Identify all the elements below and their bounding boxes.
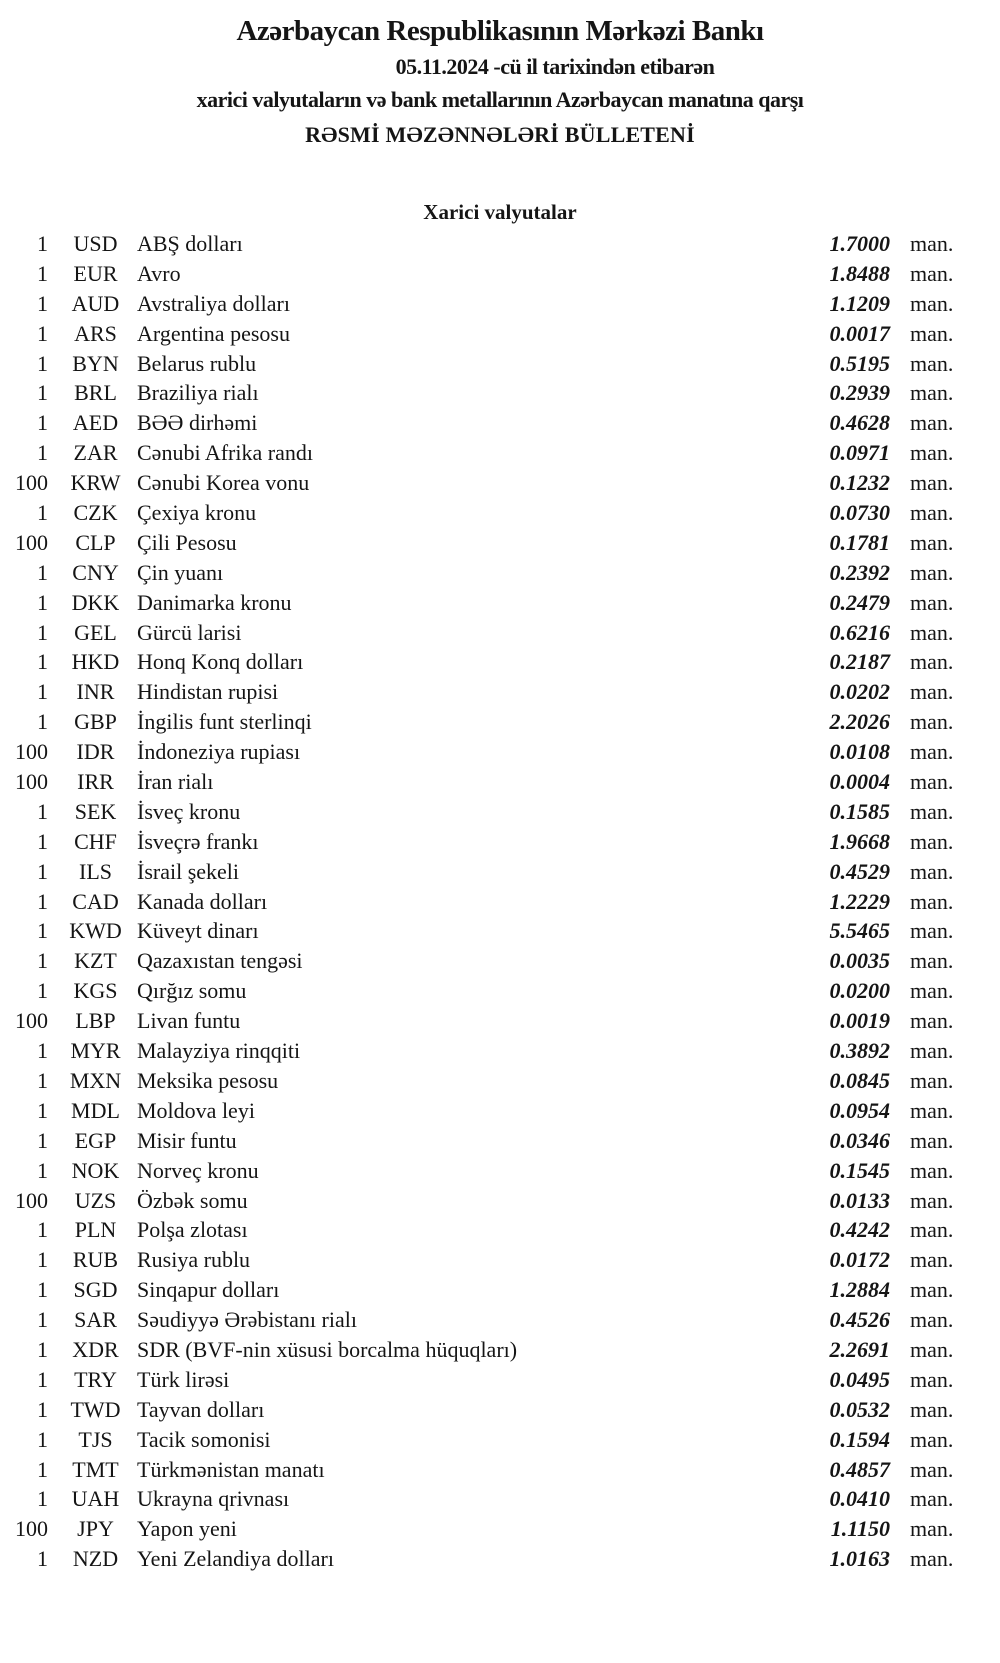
currency-rate: 0.0495 bbox=[829, 1366, 890, 1392]
currency-quantity: 1 bbox=[37, 888, 48, 914]
unit-label: man. bbox=[910, 1157, 954, 1183]
currency-code: UZS bbox=[74, 1187, 117, 1213]
currency-name: Çin yuanı bbox=[137, 559, 224, 585]
table-row bbox=[0, 1544, 1000, 1574]
unit-label: man. bbox=[910, 1307, 954, 1333]
currency-quantity: 1 bbox=[37, 1277, 48, 1303]
currency-rate: 1.8488 bbox=[829, 260, 890, 286]
unit-label: man. bbox=[910, 320, 954, 346]
currency-name: Danimarka kronu bbox=[137, 589, 292, 615]
currency-code: KGS bbox=[73, 978, 118, 1004]
currency-name: Küveyt dinarı bbox=[137, 918, 259, 944]
currency-rate: 0.4526 bbox=[829, 1307, 890, 1333]
unit-label: man. bbox=[910, 589, 954, 615]
table-row bbox=[0, 916, 1000, 946]
currency-quantity: 1 bbox=[37, 1336, 48, 1362]
currency-code: DKK bbox=[71, 589, 120, 615]
currency-quantity: 1 bbox=[37, 649, 48, 675]
effective-date-line: 05.11.2024 -cü il tarixindən etibarən bbox=[395, 54, 715, 79]
currency-quantity: 1 bbox=[37, 1157, 48, 1183]
currency-rate: 0.0410 bbox=[829, 1486, 890, 1512]
currency-name: Kanada dolları bbox=[137, 888, 268, 914]
unit-label: man. bbox=[910, 948, 954, 974]
currency-rate: 0.6216 bbox=[829, 619, 890, 645]
table-row bbox=[0, 1156, 1000, 1186]
currency-code: HKD bbox=[71, 649, 120, 675]
unit-label: man. bbox=[910, 1366, 954, 1392]
currency-quantity: 1 bbox=[37, 1426, 48, 1452]
unit-label: man. bbox=[910, 619, 954, 645]
table-row bbox=[0, 857, 1000, 887]
currency-rate: 0.0200 bbox=[829, 978, 890, 1004]
table-row bbox=[0, 1186, 1000, 1216]
currency-rate: 0.3892 bbox=[829, 1038, 890, 1064]
currency-code: BRL bbox=[74, 380, 117, 406]
currency-name: İngilis funt sterlinqi bbox=[137, 709, 312, 735]
currency-quantity: 100 bbox=[15, 1008, 48, 1034]
currency-code: TWD bbox=[70, 1396, 121, 1422]
currency-name: Yapon yeni bbox=[137, 1516, 237, 1542]
currency-code: TRY bbox=[74, 1366, 117, 1392]
currency-rate: 0.0845 bbox=[829, 1067, 890, 1093]
table-row bbox=[0, 1066, 1000, 1096]
currency-code: BYN bbox=[72, 350, 119, 376]
currency-code: CLP bbox=[75, 529, 116, 555]
currency-rate: 0.0202 bbox=[829, 679, 890, 705]
unit-label: man. bbox=[910, 1187, 954, 1213]
currency-code: CHF bbox=[74, 828, 117, 854]
unit-label: man. bbox=[910, 918, 954, 944]
currency-quantity: 1 bbox=[37, 1546, 48, 1572]
table-row bbox=[0, 558, 1000, 588]
currency-name: Çili Pesosu bbox=[137, 529, 237, 555]
unit-label: man. bbox=[910, 1426, 954, 1452]
currency-name: Türkmənistan manatı bbox=[137, 1456, 325, 1482]
currency-code: IRR bbox=[77, 769, 114, 795]
currency-rate: 0.1585 bbox=[829, 798, 890, 824]
unit-label: man. bbox=[910, 649, 954, 675]
table-row bbox=[0, 1036, 1000, 1066]
currency-quantity: 1 bbox=[37, 440, 48, 466]
currency-code: UAH bbox=[71, 1486, 120, 1512]
unit-label: man. bbox=[910, 1008, 954, 1034]
currency-name: İsrail şekeli bbox=[137, 858, 240, 884]
currency-name: Qırğız somu bbox=[137, 978, 247, 1004]
unit-label: man. bbox=[910, 769, 954, 795]
currency-rate: 0.0532 bbox=[829, 1396, 890, 1422]
currency-quantity: 100 bbox=[15, 769, 48, 795]
currency-code: CNY bbox=[72, 559, 119, 585]
unit-label: man. bbox=[910, 1546, 954, 1572]
currency-code: ZAR bbox=[73, 440, 118, 466]
currency-quantity: 1 bbox=[37, 1307, 48, 1333]
bank-name-title: Azərbaycan Respublikasının Mərkəzi Bankı bbox=[236, 15, 764, 47]
currency-quantity: 1 bbox=[37, 559, 48, 585]
currency-quantity: 1 bbox=[37, 828, 48, 854]
bulletin-title: RƏSMİ MƏZƏNNƏLƏRİ BÜLLETENİ bbox=[305, 122, 695, 147]
currency-name: İran rialı bbox=[137, 769, 214, 795]
currency-code: USD bbox=[73, 231, 118, 256]
currency-code: TMT bbox=[72, 1456, 119, 1482]
table-row bbox=[0, 319, 1000, 349]
table-row bbox=[0, 349, 1000, 379]
currency-name: Çexiya kronu bbox=[137, 500, 257, 526]
currency-code: PLN bbox=[74, 1217, 117, 1243]
currency-code: AUD bbox=[71, 290, 120, 316]
unit-label: man. bbox=[910, 1336, 954, 1362]
table-row bbox=[0, 1215, 1000, 1245]
unit-label: man. bbox=[910, 260, 954, 286]
table-row bbox=[0, 588, 1000, 618]
currency-rate: 0.4857 bbox=[829, 1456, 890, 1482]
table-row bbox=[0, 677, 1000, 707]
unit-label: man. bbox=[910, 529, 954, 555]
currency-code: GBP bbox=[74, 709, 117, 735]
unit-label: man. bbox=[910, 1097, 954, 1123]
currency-code: XDR bbox=[72, 1336, 119, 1362]
currency-rate: 0.0017 bbox=[829, 320, 890, 346]
currency-rate: 0.0004 bbox=[829, 769, 890, 795]
currency-rate: 0.2479 bbox=[829, 589, 890, 615]
currency-code: SAR bbox=[74, 1307, 117, 1333]
currency-name: Türk lirəsi bbox=[137, 1366, 230, 1392]
currency-rate: 0.0019 bbox=[829, 1008, 890, 1034]
table-row bbox=[0, 797, 1000, 827]
currency-code: SGD bbox=[73, 1277, 118, 1303]
currency-quantity: 1 bbox=[37, 1097, 48, 1123]
currency-rate: 0.1232 bbox=[829, 470, 890, 496]
unit-label: man. bbox=[910, 500, 954, 526]
unit-label: man. bbox=[910, 470, 954, 496]
currency-quantity: 1 bbox=[37, 320, 48, 346]
currency-rate: 0.1594 bbox=[829, 1426, 890, 1452]
table-row bbox=[0, 1455, 1000, 1485]
currency-rate: 1.1209 bbox=[829, 290, 890, 316]
currency-quantity: 100 bbox=[15, 470, 48, 496]
currency-code: KWD bbox=[69, 918, 122, 944]
unit-label: man. bbox=[910, 679, 954, 705]
exchange-rates-table bbox=[0, 229, 1000, 1574]
currency-quantity: 1 bbox=[37, 1247, 48, 1273]
table-row bbox=[0, 1275, 1000, 1305]
table-row bbox=[0, 946, 1000, 976]
table-row bbox=[0, 707, 1000, 737]
currency-code: NZD bbox=[72, 1546, 119, 1572]
currency-quantity: 1 bbox=[37, 350, 48, 376]
currency-name: Misir funtu bbox=[137, 1127, 237, 1153]
currency-code: MDL bbox=[71, 1097, 120, 1123]
currency-rate: 0.2939 bbox=[829, 380, 890, 406]
currency-code: TJS bbox=[78, 1426, 113, 1452]
table-row bbox=[0, 767, 1000, 797]
unit-label: man. bbox=[910, 1217, 954, 1243]
unit-label: man. bbox=[910, 559, 954, 585]
currency-name: Gürcü larisi bbox=[137, 619, 242, 645]
currency-code: KRW bbox=[70, 470, 121, 496]
table-row bbox=[0, 737, 1000, 767]
unit-label: man. bbox=[910, 231, 954, 256]
currency-quantity: 1 bbox=[37, 290, 48, 316]
currency-quantity: 1 bbox=[37, 679, 48, 705]
currency-quantity: 1 bbox=[37, 260, 48, 286]
currency-name: Avstraliya dolları bbox=[137, 290, 290, 316]
unit-label: man. bbox=[910, 828, 954, 854]
table-row bbox=[0, 468, 1000, 498]
table-row bbox=[0, 1514, 1000, 1544]
currency-rate: 2.2026 bbox=[829, 709, 890, 735]
currency-rate: 0.0954 bbox=[829, 1097, 890, 1123]
unit-label: man. bbox=[910, 1486, 954, 1512]
unit-label: man. bbox=[910, 1277, 954, 1303]
currency-name: Polşa zlotası bbox=[137, 1217, 248, 1243]
currency-name: Tayvan dolları bbox=[137, 1396, 265, 1422]
currency-rate: 1.2884 bbox=[829, 1277, 890, 1303]
table-row bbox=[0, 827, 1000, 857]
currency-name: Meksika pesosu bbox=[137, 1067, 279, 1093]
table-row bbox=[0, 1484, 1000, 1514]
unit-label: man. bbox=[910, 739, 954, 765]
unit-label: man. bbox=[910, 380, 954, 406]
currency-code: JPY bbox=[77, 1516, 114, 1542]
currency-code: KZT bbox=[74, 948, 117, 974]
unit-label: man. bbox=[910, 1038, 954, 1064]
table-row bbox=[0, 259, 1000, 289]
currency-quantity: 1 bbox=[37, 1038, 48, 1064]
currency-quantity: 1 bbox=[37, 1456, 48, 1482]
currency-quantity: 1 bbox=[37, 231, 48, 256]
currency-name: Malayziya rinqqiti bbox=[137, 1038, 301, 1064]
currency-rate: 1.0163 bbox=[829, 1546, 890, 1572]
currency-rate: 0.0172 bbox=[829, 1247, 890, 1273]
unit-label: man. bbox=[910, 1127, 954, 1153]
table-row bbox=[0, 887, 1000, 917]
currency-rate: 0.2392 bbox=[829, 559, 890, 585]
currency-rate: 0.4628 bbox=[829, 410, 890, 436]
currency-code: NOK bbox=[71, 1157, 120, 1183]
unit-label: man. bbox=[910, 1067, 954, 1093]
table-row bbox=[0, 1365, 1000, 1395]
currency-rate: 0.0035 bbox=[829, 948, 890, 974]
table-row bbox=[0, 289, 1000, 319]
unit-label: man. bbox=[910, 410, 954, 436]
table-row bbox=[0, 976, 1000, 1006]
table-row bbox=[0, 378, 1000, 408]
currency-rate: 1.1150 bbox=[830, 1516, 890, 1542]
unit-label: man. bbox=[910, 709, 954, 735]
currency-code: AED bbox=[72, 410, 119, 436]
currency-code: RUB bbox=[72, 1247, 119, 1273]
currency-name: Yeni Zelandiya dolları bbox=[137, 1546, 334, 1572]
currency-name: Livan funtu bbox=[137, 1008, 241, 1034]
currency-quantity: 100 bbox=[15, 739, 48, 765]
table-row bbox=[0, 229, 1000, 259]
currency-rate: 0.5195 bbox=[829, 350, 890, 376]
currency-quantity: 1 bbox=[37, 1217, 48, 1243]
currency-name: Cənubi Korea vonu bbox=[137, 470, 310, 496]
currency-rate: 0.0730 bbox=[829, 500, 890, 526]
currency-name: Sinqapur dolları bbox=[137, 1277, 280, 1303]
currency-quantity: 1 bbox=[37, 1486, 48, 1512]
table-row bbox=[0, 1245, 1000, 1275]
currency-name: SDR (BVF-nin xüsusi borcalma hüquqları) bbox=[137, 1336, 518, 1362]
unit-label: man. bbox=[910, 440, 954, 466]
currency-name: İndoneziya rupiası bbox=[137, 739, 301, 765]
currency-rate: 0.0971 bbox=[829, 440, 890, 466]
bulletin-subtitle: xarici valyutaların və bank metallarının Azərbaycan manatına qarşı bbox=[196, 87, 804, 112]
table-row bbox=[0, 647, 1000, 677]
bulletin-header bbox=[0, 0, 1000, 153]
currency-code: GEL bbox=[74, 619, 117, 645]
currency-quantity: 100 bbox=[15, 529, 48, 555]
unit-label: man. bbox=[910, 1247, 954, 1273]
currency-name: Honq Konq dolları bbox=[137, 649, 304, 675]
table-row bbox=[0, 528, 1000, 558]
currency-code: CZK bbox=[73, 500, 118, 526]
currency-rate: 0.0108 bbox=[829, 739, 890, 765]
currency-name: BƏƏ dirhəmi bbox=[137, 410, 258, 436]
currency-code: INR bbox=[76, 679, 115, 705]
table-row bbox=[0, 1335, 1000, 1365]
table-row bbox=[0, 1305, 1000, 1335]
currency-quantity: 1 bbox=[37, 410, 48, 436]
unit-label: man. bbox=[910, 888, 954, 914]
currency-quantity: 1 bbox=[37, 619, 48, 645]
currency-name: Rusiya rublu bbox=[137, 1247, 251, 1273]
currency-quantity: 1 bbox=[37, 948, 48, 974]
table-row bbox=[0, 498, 1000, 528]
currency-rate: 0.4242 bbox=[829, 1217, 890, 1243]
currency-quantity: 1 bbox=[37, 918, 48, 944]
currency-name: Qazaxıstan tengəsi bbox=[137, 948, 303, 974]
currency-rate: 0.0346 bbox=[829, 1127, 890, 1153]
currency-rate: 5.5465 bbox=[829, 918, 890, 944]
currency-code: MXN bbox=[69, 1067, 122, 1093]
currency-rate: 0.4529 bbox=[829, 858, 890, 884]
table-row bbox=[0, 438, 1000, 468]
currency-quantity: 1 bbox=[37, 798, 48, 824]
table-row bbox=[0, 1395, 1000, 1425]
currency-quantity: 1 bbox=[37, 1067, 48, 1093]
unit-label: man. bbox=[910, 350, 954, 376]
currency-quantity: 100 bbox=[15, 1516, 48, 1542]
currency-name: Norveç kronu bbox=[137, 1157, 259, 1183]
currency-code: MYR bbox=[70, 1038, 121, 1064]
currency-code: LBP bbox=[75, 1008, 116, 1034]
currency-quantity: 1 bbox=[37, 589, 48, 615]
currency-name: Belarus rublu bbox=[137, 350, 257, 376]
currency-name: Argentina pesosu bbox=[137, 320, 290, 346]
currency-name: İsveç kronu bbox=[137, 798, 241, 824]
currency-code: CAD bbox=[72, 888, 119, 914]
currency-name: İsveçrə frankı bbox=[137, 828, 259, 854]
currency-name: Özbək somu bbox=[137, 1187, 248, 1213]
table-row bbox=[0, 1126, 1000, 1156]
currency-quantity: 1 bbox=[37, 978, 48, 1004]
currency-quantity: 1 bbox=[37, 709, 48, 735]
currency-code: ILS bbox=[79, 858, 112, 884]
currency-rate: 0.0133 bbox=[829, 1187, 890, 1213]
currency-name: ABŞ dolları bbox=[137, 231, 243, 256]
currency-quantity: 1 bbox=[37, 1396, 48, 1422]
currency-quantity: 1 bbox=[37, 858, 48, 884]
currency-rate: 1.2229 bbox=[829, 888, 890, 914]
unit-label: man. bbox=[910, 290, 954, 316]
unit-label: man. bbox=[910, 858, 954, 884]
currency-rate: 1.7000 bbox=[829, 231, 890, 256]
currency-name: Braziliya rialı bbox=[137, 380, 259, 406]
table-row bbox=[0, 1425, 1000, 1455]
currency-quantity: 1 bbox=[37, 380, 48, 406]
unit-label: man. bbox=[910, 1516, 954, 1542]
currency-name: Hindistan rupisi bbox=[137, 679, 279, 705]
currency-name: Səudiyyə Ərəbistanı rialı bbox=[137, 1307, 357, 1333]
currency-rate: 1.9668 bbox=[829, 828, 890, 854]
currency-rate: 0.1545 bbox=[829, 1157, 890, 1183]
currency-rate: 0.1781 bbox=[829, 529, 890, 555]
currency-code: EGP bbox=[74, 1127, 117, 1153]
currency-quantity: 1 bbox=[37, 1127, 48, 1153]
currency-rate: 0.2187 bbox=[829, 649, 890, 675]
currency-name: Avro bbox=[137, 260, 181, 286]
currency-rate: 2.2691 bbox=[829, 1336, 890, 1362]
currency-code: EUR bbox=[73, 260, 118, 286]
table-row bbox=[0, 1096, 1000, 1126]
unit-label: man. bbox=[910, 1456, 954, 1482]
table-row bbox=[0, 618, 1000, 648]
currency-name: Ukrayna qrivnası bbox=[137, 1486, 290, 1512]
table-row bbox=[0, 408, 1000, 438]
currency-quantity: 1 bbox=[37, 500, 48, 526]
currency-name: Cənubi Afrika randı bbox=[137, 440, 313, 466]
currency-code: ARS bbox=[74, 320, 117, 346]
unit-label: man. bbox=[910, 1396, 954, 1422]
currency-name: Moldova leyi bbox=[137, 1097, 255, 1123]
currency-name: Tacik somonisi bbox=[137, 1426, 271, 1452]
table-row bbox=[0, 1006, 1000, 1036]
currency-quantity: 100 bbox=[15, 1187, 48, 1213]
section-title-foreign-currencies: Xarici valyutalar bbox=[423, 200, 577, 224]
unit-label: man. bbox=[910, 978, 954, 1004]
currency-quantity: 1 bbox=[37, 1366, 48, 1392]
unit-label: man. bbox=[910, 798, 954, 824]
currency-code: SEK bbox=[74, 798, 117, 824]
currency-code: IDR bbox=[76, 739, 115, 765]
